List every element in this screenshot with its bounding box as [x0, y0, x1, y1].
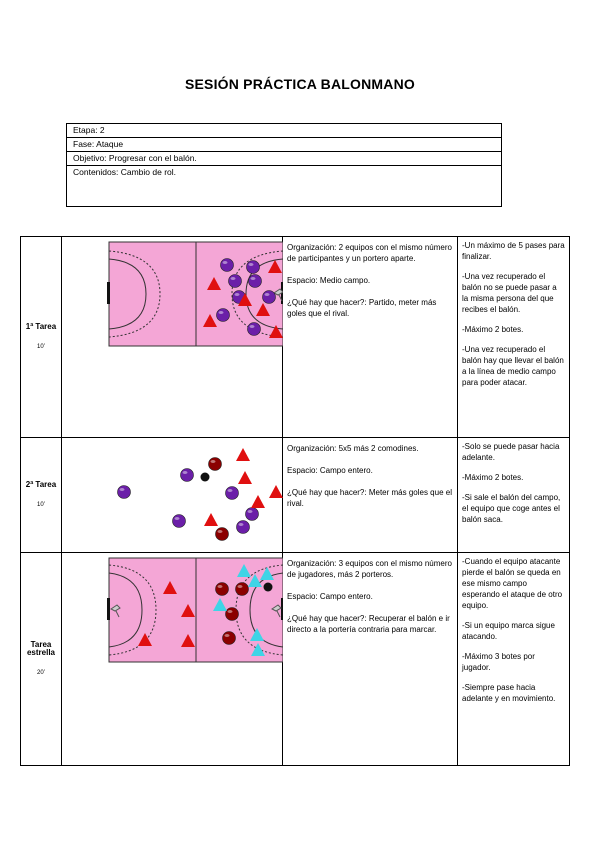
- player-marker: [226, 608, 239, 621]
- rule-item: -Máximo 2 botes.: [462, 325, 524, 334]
- what-to-do-text: ¿Qué hay que hacer?: Recuperar el balón e ir directo a la portería contraria para marcar.: [287, 614, 450, 634]
- player-marker: [216, 583, 229, 596]
- task-organization-cell: [283, 553, 458, 766]
- tasks-table: [20, 236, 570, 766]
- objetivo-field: Objetivo: Progresar con el balón.: [67, 152, 501, 166]
- player-marker: [217, 309, 230, 322]
- rule-item: -Si sale el balón del campo, el equipo que coge antes el balón saca.: [462, 493, 561, 524]
- rule-item: -Si un equipo marca sigue atacando.: [462, 621, 555, 641]
- task-duration: 20’: [36, 670, 45, 676]
- rule-item: -Máximo 2 botes.: [462, 473, 524, 482]
- player-marker-highlight: [218, 585, 223, 588]
- etapa-field: Etapa: 2: [67, 124, 501, 138]
- rule-item: -Un máximo de 5 pases para finalizar.: [462, 241, 565, 261]
- space-text: Espacio: Campo entero.: [287, 592, 373, 601]
- ball-marker: [203, 487, 212, 496]
- player-marker-highlight: [250, 325, 255, 328]
- what-to-do-text: ¿Qué hay que hacer?: Meter más goles que el rival.: [287, 488, 452, 508]
- ball-marker: [201, 473, 210, 482]
- fase-field: Fase: Ataque: [67, 138, 501, 152]
- player-marker: [263, 291, 276, 304]
- player-marker-highlight: [235, 293, 240, 296]
- task-organization-cell: [283, 237, 458, 438]
- ball-marker: [264, 583, 273, 592]
- rule-item: -Cuando el equipo atacante pierde el balón se queda en ese mismo campo esperando el ataque de otro equipo.: [462, 557, 563, 610]
- player-marker-highlight: [211, 460, 216, 463]
- player-marker: [237, 521, 250, 534]
- task-diagram-cell: [62, 438, 283, 553]
- cone-marker: [251, 495, 265, 508]
- full-court-diagram: [62, 553, 283, 765]
- half-court-diagram: [62, 237, 283, 437]
- goal-right: [281, 598, 283, 620]
- player-marker-highlight: [239, 523, 244, 526]
- player-marker-highlight: [231, 277, 236, 280]
- player-marker: [247, 261, 260, 274]
- player-marker-highlight: [183, 471, 188, 474]
- rule-item: -Máximo 3 botes por jugador.: [462, 652, 535, 672]
- task-rules-cell: [458, 553, 570, 766]
- task-duration: 10’: [36, 344, 45, 350]
- player-marker-highlight: [175, 517, 180, 520]
- table-row: [21, 438, 570, 553]
- task-diagram-cell: [62, 237, 283, 438]
- rule-item: -Una vez recuperado el balón no se puede pasar a la misma persona del que recibes el balón.: [462, 272, 557, 314]
- task-label-cell: [21, 438, 62, 553]
- table-row: [21, 553, 570, 766]
- space-text: Espacio: Medio campo.: [287, 276, 371, 285]
- player-marker: [223, 632, 236, 645]
- task-label: 1ª Tarea: [25, 322, 57, 331]
- player-marker-highlight: [265, 293, 270, 296]
- cone-marker: [269, 485, 283, 498]
- player-marker: [118, 486, 131, 499]
- player-marker: [246, 508, 259, 521]
- player-marker: [236, 583, 249, 596]
- player-marker: [181, 469, 194, 482]
- player-marker-highlight: [218, 530, 223, 533]
- rule-item: -Una vez recuperado el balón hay que llevar el balón a la línea de medio campo para poder atacar.: [462, 345, 564, 387]
- page-title: SESIÓN PRÁCTICA BALONMANO: [184, 76, 416, 92]
- goal-left: [107, 598, 110, 620]
- player-marker: [173, 515, 186, 528]
- cone-marker: [204, 513, 218, 526]
- task-duration: 10’: [36, 502, 45, 508]
- player-marker-highlight: [225, 634, 230, 637]
- task-label-cell: [21, 237, 62, 438]
- organization-text: Organización: 2 equipos con el mismo número de participantes y un portero aparte.: [287, 243, 452, 263]
- player-marker: [248, 323, 261, 336]
- player-marker-highlight: [120, 488, 125, 491]
- task-label: Tarea estrella: [26, 640, 56, 657]
- player-marker-highlight: [228, 610, 233, 613]
- player-marker-highlight: [219, 311, 224, 314]
- player-marker: [209, 458, 222, 471]
- task-rules-cell: [458, 438, 570, 553]
- space-text: Espacio: Campo entero.: [287, 466, 373, 475]
- player-marker-highlight: [251, 277, 256, 280]
- player-marker: [249, 275, 262, 288]
- task-organization-cell: [283, 438, 458, 553]
- task-diagram-cell: [62, 553, 283, 766]
- session-info-box: [66, 123, 502, 207]
- player-marker: [216, 528, 229, 541]
- contenidos-field: Contenidos: Cambio de rol.: [73, 167, 177, 177]
- organization-text: Organización: 3 equipos con el mismo número de jugadores, más 2 porteros.: [287, 559, 452, 579]
- player-marker: [229, 275, 242, 288]
- cone-marker: [238, 471, 252, 484]
- rule-item: -Solo se puede pasar hacia adelante.: [462, 442, 560, 462]
- player-marker-highlight: [238, 585, 243, 588]
- table-row: [21, 237, 570, 438]
- cone-marker: [236, 448, 250, 461]
- task-label-cell: [21, 553, 62, 766]
- organization-text: Organización: 5x5 más 2 comodines.: [287, 444, 419, 453]
- task-label: 2ª Tarea: [25, 480, 57, 489]
- goal-left: [107, 282, 110, 304]
- rule-item: -Siempre pase hacia adelante y en movimiento.: [462, 683, 556, 703]
- player-marker-highlight: [228, 489, 233, 492]
- player-marker: [221, 259, 234, 272]
- player-marker: [226, 487, 239, 500]
- player-marker-highlight: [248, 510, 253, 513]
- players-diagram: [62, 438, 283, 552]
- player-marker-highlight: [249, 263, 254, 266]
- task-rules-cell: [458, 237, 570, 438]
- what-to-do-text: ¿Qué hay que hacer?: Partido, meter más goles que el rival.: [287, 298, 437, 318]
- player-marker-highlight: [223, 261, 228, 264]
